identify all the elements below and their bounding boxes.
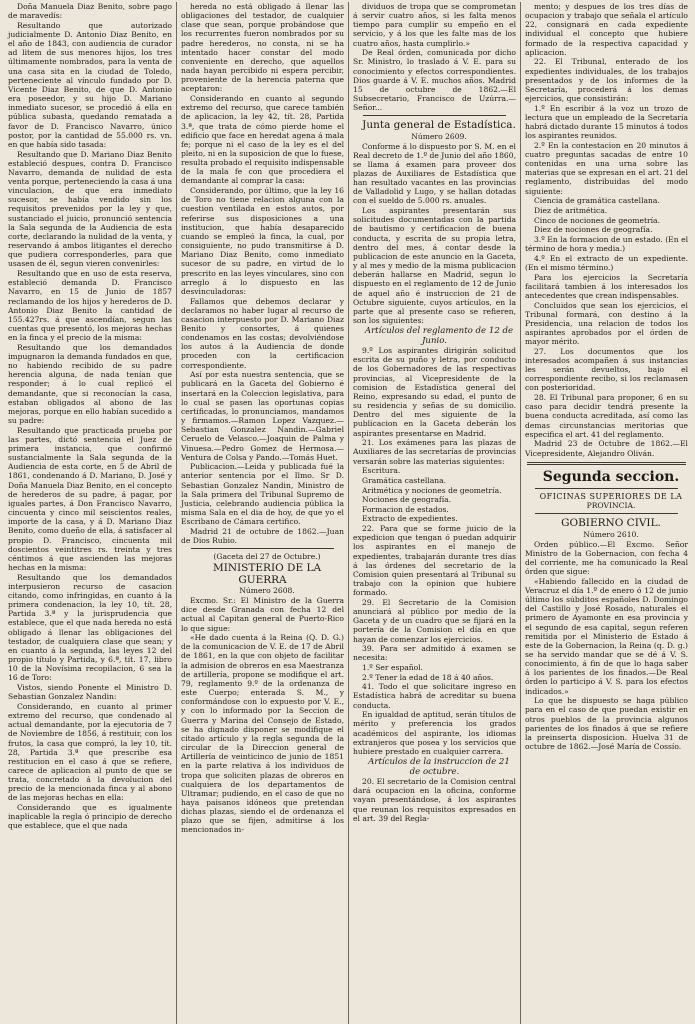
divider: [535, 513, 678, 514]
list-item: Cinco de nociones de geometría.: [534, 215, 660, 225]
list-item: 1.º Ser español.: [362, 662, 424, 672]
list-item: 2.º Tener la edad de 18 á 40 años.: [362, 672, 494, 682]
paragraph: Resultando que los demandados impugnaron la demanda fundados en que, no habiendo recibido de su padre herencia alguna, de nada tenían que responder; á lo cual replicó el demandante, que si reconocían la casa, estaban obligados al abono de las mejoras, porque en ello habían sucedido a su padre:: [8, 342, 172, 426]
paragraph: Resultando que practicada prueba por las partes, dictó sentencia el Juez de primera instancia, que confirmó sustancialmente la Sala segunda de la Audiencia de esta corte, en 5 de Abril de 1861, condenando á D. Mariano, D. José y Doña Manuela Diaz Benito, en el concepto de herederos de su padre, á pagar, por iguales partes, á Don Francisco Navarro, cincuenta y cinco mil seiscientos reales, importe de la casa, y á D. Mariano Diaz Benito, como dueño de ella, á satisfacer al propio D. Francisco, cincuenta mil doscientos veintitres rs. treinta y tres céntimos á que ascienden las mejoras hechas en la misma:: [8, 425, 172, 573]
paragraph: Así por esta nuestra sentencia, que se publicará en la Gaceta del Gobierno é insertará en la Coleccion legislativa, para lo cual se pasen las oportunas copias certificadas, lo pronunciamos, mandamos y firmamos.—Ramon Lopez Vazquez.—Sebastian Gonzalez Nandin.—Gabriel Ceruelo de Velasco.—Joaquin de Palma y Vinuesa.—Pedro Gomez de Hermosa.—Ventura de Colsa y Pando.—Tomás Huet.: [181, 370, 344, 462]
divider: [527, 462, 686, 465]
paragraph: 20. El secretario de la Comision central dará ocupacion en la oficina, conforme vayan presentándose, á los aspirantes que reunan los requisitos expresados en el art. 39 del Regla-: [353, 777, 516, 823]
signature-line: Madrid 23 de Octubre de 1862.—El Vicepresidente, Alejandro Oliván.: [525, 439, 688, 458]
section-heading: MINISTERIO DE LA GUERRA: [212, 561, 322, 586]
divider: [191, 548, 334, 549]
paragraph: En igualdad de aptitud, serán títulos de mérito y preferencia los grados académicos del aspirante, los idiomas extranjeros que posea y los servicios que hubiere prestado en cualquier carrera.: [353, 710, 516, 756]
paragraph: 9.º Los aspirantes dirigirán solicitud escrita de su puño y letra, por conducto de los Gobernadores de las respectivas provincias, al Vicepresidente de la comision de Estadística general del Reino, expresando su edad, el punto de su residencia y señas de su domicilio. Dentro del mes siguiente de la publicacion en la Gaceta deberán los aspirantes presentarse en Madrid.: [353, 346, 516, 438]
paragraph: dividuos de tropa que se comprometan á servir cuatro años, si les falta menos tiempo para cumplir su empeño en el servicio, y á los que les falte mas de los cuatro años, hasta cumplirlo.»: [353, 2, 516, 48]
paragraph: Doña Manuela Diaz Benito, sobre pago de maravedís:: [8, 2, 172, 21]
paragraph: Considerando, en cuanto al primer extremo del recurso, que condenado al actual demandante, por la ejecutoria de 7 de Noviembre de 1856, á restituir, con los frutos, la casa que compró, la ley 10, tít. 28, Partida 3.ª que prescribe esa restitucion en el caso á que se refiere, carece de aplicacion al punto de que se trata, concretado á la devolucion del precio de la mencionada finca y al abono de las mejoras hechas en ella:: [8, 701, 172, 803]
list-item: Ciencia de gramática castellana.: [534, 196, 660, 206]
paragraph: Considerando en cuanto al segundo extremo del recurso, que carece también de aplicacion, la ley 42, tít. 28, Partida 3.ª, que trata de cómo pierde home el edificio que face en heredat agena á mala fe; porque ni el caso de la ley es el del pleito, ni en la suposicion de que lo fuese, resulta probado el requisito indispensable de la mala fe con que procediera el demandante al comprar la casa:: [181, 94, 344, 186]
paragraph: 41. Todo el que solicitare ingreso en Estadística habrá de acreditar su buena conducta.: [353, 682, 516, 710]
paragraph: Resultando que D. Mariano Diaz Benito estableció despues, contra D. Francisco Navarro, demanda de nulidad de esta venta porque, perteneciendo la casa á una vinculacion, de que era inmediato sucesor, se había vendido sin los requisitos prevenidos por la ley y que, sustanciado el juicio, pronunció sentencia la Sala segunda de la Audiencia de esta corte, declarando la nulidad de la venta, y reservando á ambos litigantes el derecho que pudiera corresponderles, para que usasen de él, segun vieren convenirles:: [8, 149, 172, 269]
paragraph: «Habiendo fallecido en la ciudad de Veracruz el día 1.º de enero ó 12 de junio último los súbditos españoles D. Domingo del Castillo y José Rosado, naturales el primero de Ayamonte en esa provincia y el segundo de esa capital, segun referen remitida por el Ministerio de Estado á este de la Gobernacion, la Reina (q. D. g.) se ha servido mandar que se dé á V. S. conocimiento, á fin de que lo haga saber á los parientes de los finados.—De Real órden lo participo á V. S. para los efectos indicados.»: [525, 576, 688, 696]
paragraph: 28. El Tribunal para proponer, 6 en su caso para decidir tendrá presente la buena conducta acreditada, así como las demas circunstancias meritorias que especifica el art. 41 del reglamento.: [525, 393, 688, 439]
column-3: [348, 2, 520, 1024]
column-4: [520, 2, 692, 1024]
item-number: Número 2610.: [583, 529, 639, 539]
item-number: Número 2608.: [239, 586, 295, 596]
list-item: Extracto de expedientes.: [362, 514, 458, 524]
paragraph: 3.º En la formacion de un estado. (En el término de hora y media.): [525, 234, 688, 254]
paragraph: 4.º En el extracto de un expediente. (En el mismo término.): [525, 253, 688, 272]
subheading: Artículos del reglamento de 12 de Junio.: [364, 325, 514, 346]
paragraph: 21. Los exámenes para las plazas de Auxiliares de las secretarías de provincias versarán sobre las materias siguientes:: [353, 438, 516, 466]
paragraph: «He dado cuenta á la Reina (Q. D. G.) de la comunicacion de V. E. de 17 de Abril de 1861, en la que con objeto de facilitar la admision de obreros en esa Maestranza de artillería, propone se modifique el art. 79, reglamento 9.º de la ordenanza de este Cuerpo; enterada S. M., y conformándose con lo expuesto por V. E., y con lo informado por la Seccion de Guerra y Marina del Consejo de Estado, se ha dignado disponer se modifique el citado artículo y la regla segunda de la circular de la Direccion general de Artillería de veinticinco de junio de 1851 en la parte relativa á los individuos de tropa que soliciten plazas de obreros en cualquiera de los departamentos de Ultramar; pudiendo, en el caso de que no haya paisanos idóneos que pretendan dichas plazas, siendo el de ordenanza el plazo que se fijen, admitirse á los mencionados in-: [181, 633, 344, 835]
paragraph: Considerando que es igualmente inaplicable la regla ó principio de derecho que establece, que el que nada: [8, 803, 172, 831]
column-1: [4, 2, 176, 1024]
paragraph: mento; y despues de los tres días de ocupacion y trabajo que señala el artículo 22, consignará en cada expediente individual el concepto que hubiere formado de la respectiva capacidad y aplicacion.: [525, 2, 688, 57]
paragraph: De Real órden, comunicada por dicho Sr. Ministro, lo traslado á V. E. para su conocimiento y efectos correspondientes. Dios guarde á V. E. muchos años. Madrid 15 de octubre de 1862.—El Subsecretario, Francisco de Uzúrra.—Señor...: [353, 48, 516, 113]
paragraph: hereda no está obligado á llenar las obligaciones del testador, de cualquier clase que sean, porque probándose que los recurrentes fueron nombrados por su padre herederos, no consta, ni se ha intentado hacer constar del modo conveniente en derecho, que aquellos nada hayan percibido ni espera percibir, proveniente de la herencia paterna que aceptaron:: [181, 2, 344, 94]
paragraph: 22. El Tribunal, enterado de los expedientes individuales, de los trabajos presentados y de los informes de la Secretaría, procederá á los demas ejercicios, que consistirán:: [525, 57, 688, 104]
paragraph: Resultando que en uso de esta reserva, estableció demanda D. Francisco Navarro, en 15 de Junio de 1857 reclamando de los hijos y herederos de D. Antonio Diaz Benito la cantidad de 155.427rs. á que ascendían, segun las cuentas que presentó, los mejoras hechas en la finca y el precio de la misma:: [8, 269, 172, 343]
paragraph: Publicacion.—Leida y publicada fué la anterior sentencia por el Ilmo. Sr D. Sebastian Gonzalez Nandin, Ministro de la Sala primera del Tribunal Supremo de Justicia, celebrando audiencia pública la misma Sala en el dia de hoy, de que yo el Escribano de Cámara certifico.: [181, 462, 344, 527]
divider: [363, 115, 506, 116]
paragraph: 22. Para que se forme juicio de la expedicion que tengan ó puedan adquirir los aspirantes en el manejo de expedientes, trabajarán durante tres días á las órdenes del secretario de la Comision quien presentará al Tribunal su trabajo con la opinion que hubiere formado.: [353, 524, 516, 598]
paragraph: 2.º En la contestacion en 20 minutos á cuatro preguntas sacadas de entre 10 contenidas en una urna sobre las materias que se expresan en el art. 21 del reglamento, distribuidas del modo siguiente:: [525, 140, 688, 196]
paragraph: Resultando que los demandados interpusieron recurso de casacion citando, como infringidas, en cuanto á la primera condenacion, la ley 10, tít. 28, Partida 3.ª y la jurisprudencia que establece, que el que nada hereda no está obligado á llenar las obligaciones del testador, de cualquiera clase que sean; y en cuanto á la segunda, las leyes 12 del propio título y Partida, y 6.ª, tít. 17, libro 10 de la Novísima recopilacion, 6 sea la 16 de Toro:: [8, 572, 172, 683]
list-item: Nociones de geografía.: [362, 495, 452, 505]
paragraph: 1.º En escribir á la voz un trozo de lectura que un empleado de la Secretaría habrá dictado durante 15 minutos á todos los aspirantes reunidos.: [525, 103, 688, 141]
paragraph: 27. Los documentos que los interesados acompañen á sus instancias les serán devueltos, bajo el correspondiente recibo, si los reclamasen con posterioridad.: [525, 346, 688, 393]
list-item: Aritmética y nociones de geometría.: [362, 485, 502, 495]
section-heading: Junta general de Estadística.: [362, 119, 516, 132]
list-item: Diez de nociones de geografía.: [534, 225, 653, 235]
paragraph: 29. El Secretario de la Comision anunciará al público por medio de la Gaceta y de un cuadro que se fijará en la portería de la Comision el día en que hayan de comenzar los ejercicios.: [353, 597, 516, 644]
paragraph: Para los ejercicios la Secretaría facilitará tambien á los interesados los antecedentes que crean indispensables.: [525, 272, 688, 300]
section-title: Segunda seccion.: [542, 468, 680, 485]
list-item: Diez de aritmética.: [534, 205, 608, 215]
paragraph: Concluidos que sean los ejercicios, el Tribunal formará, con destino á la Presidencia, una relacion de todos los aspirantes aprobados por el órden de mayor mérito.: [525, 300, 688, 347]
divider: [535, 488, 678, 489]
list-item: Escritura.: [362, 466, 401, 476]
signature-line: Madrid 21 de octubre de 1862.—Juan de Dios Rubio.: [181, 526, 344, 546]
paragraph: Excmo. Sr.: El Ministro de la Guerra dice desde Granada con fecha 12 del actual al Capitan general de Puerto-Rico lo que sigue:: [181, 596, 344, 633]
paragraph: Conforme á lo dispuesto por S. M. en el Real decreto de 1.º de Junio del año 1860, se llama á examen para proveer dos plazas de Auxiliares de Estadística que han resultado vacantes en las provincias de Valladolid y Lugo, y se hallan dotadas con el sueldo de 5.000 rs. anuales.: [353, 141, 516, 206]
paragraph: Lo que he dispuesto se haga público para en el caso de que puedan existir en otros pueblos de la provincia algunos parientes de los finados á que se refiere la preinserta disposicion. Huelva 31 de octubre de 1862.—José María de Cossío.: [525, 696, 688, 752]
list-item: Gramática castellana.: [362, 475, 447, 485]
gazette-reference: (Gaceta del 27 de Octubre.): [213, 552, 321, 562]
paragraph: Resultando que autorizado judicialmente D. Antonio Diaz Benito, en el año de 1843, con audiencia de curador ad litem de sus menores hijos, los tres últimamente nombrados, para la venta de una casa sita en la ciudad de Toledo, perteneciente al vínculo fundado por D. Vicente Diaz Benito, de que D. Antonio era poseedor, y su hijo D. Mariano inmediato sucesor, se procedió á ella en pública subasta, quedando rematada a favor de D. Francisco Navarro, único postor, por la cantidad de 55.000 rs. vn. en que había sido tasada:: [8, 20, 172, 149]
paragraph: Orden público.—El Excmo. Señor Ministro de la Gobernacion, con fecha 4 del corriente, me ha comunicado la Real órden que sigue:: [525, 539, 688, 577]
item-number: Número 2609.: [411, 131, 467, 141]
paragraph: Fallamos que debemos declarar y declaramos no haber lugar al recurso de casacion interpuesto por D. Mariano Diaz Benito y consortes, á quienes condenamos en las costas; devolviéndose los autos á la Audiencia de donde proceden con la certificacion correspondiente.: [181, 296, 344, 370]
section-heading: OFICINAS SUPERIORES DE LA: [539, 491, 683, 501]
subheading: Artículos de la instruccion de 21 de octubre.: [368, 756, 510, 777]
section-heading-sub: PROVINCIA.: [586, 501, 636, 511]
paragraph: Vistos, siendo Ponente el Ministro D. Sebastian Gonzalez Nandin:: [8, 683, 172, 702]
list-item: Formacion de estados.: [362, 504, 449, 514]
paragraph: Considerando, por último, que la ley 16 de Toro no tiene relacion alguna con la cuestion ventilada en estos autos, por referirse sus disposiciones a una institucion, que había desaparecido cuando se empleó la finca, la cual, por consiguiente, no pudo transmitirse á D. Mariano Diaz Benito, como inmediato sucesor de su padre, en virtud de lo prescrito en las leyes vinculares, sino con arreglo á lo dispuesto en las desvinculadoras:: [181, 186, 344, 296]
section-heading: GOBIERNO CIVIL.: [561, 517, 661, 530]
column-2: [176, 2, 348, 1024]
paragraph: 39. Para ser admitido á examen se necesita:: [353, 644, 516, 663]
paragraph: Los aspirantes presentarán sus solicitudes documentadas con la partida de bautismo y certificacion de buena conducta, y escrita de su propia letra, dentro del mes, á contar desde la publicacion de este anuncio en la Gaceta, y al mes y medio de la misma publicacion deberán hallarse en Madrid, segun lo dispuesto en el reglamento de 12 de Junio de aquel año é instruccion de 21 de Octubre siguiente, cuyos artículos, en la parte que al presente caso se refieren, son los siguientes:: [353, 206, 516, 325]
